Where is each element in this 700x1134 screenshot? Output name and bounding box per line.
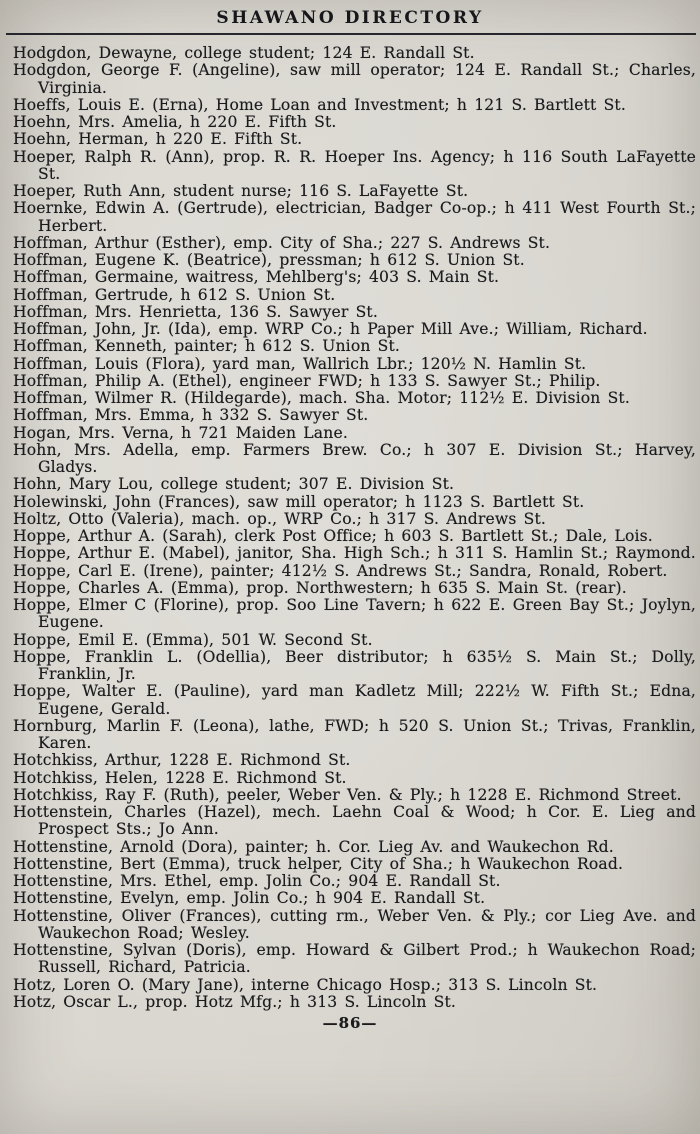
directory-entry: Hoppe, Elmer C (Florine), prop. Soo Line Tavern; h 622 E. Green Bay St.; Joylyn, Eugene.	[13, 596, 696, 632]
directory-entry: Holewinski, John (Frances), saw mill operator; h 1123 S. Bartlett St.	[13, 492, 585, 511]
directory-entry: Hogan, Mrs. Verna, h 721 Maiden Lane.	[13, 423, 348, 442]
directory-entry: Hoppe, Arthur E. (Mabel), janitor, Sha. High Sch.; h 311 S. Hamlin St.; Raymond.	[13, 544, 696, 563]
directory-entry: Hoffman, Louis (Flora), yard man, Wallrich Lbr.; 120½ N. Hamlin St.	[13, 354, 587, 373]
directory-entry: Hotchkiss, Helen, 1228 E. Richmond St.	[13, 768, 347, 787]
directory-entry: Hoffman, Philip A. (Ethel), engineer FWD; h 133 S. Sawyer St.; Philip.	[13, 371, 601, 390]
directory-entry: Holtz, Otto (Valeria), mach. op., WRP Co.; h 317 S. Andrews St.	[13, 509, 547, 528]
directory-entry: Hoehn, Mrs. Amelia, h 220 E. Fifth St.	[13, 113, 337, 131]
directory-entry: Hoeper, Ruth Ann, student nurse; 116 S. LaFayette St.	[13, 182, 469, 200]
directory-entry: Hodgdon, George F. (Angeline), saw mill operator; 124 E. Randall St.; Charles, Virginia.	[13, 61, 696, 97]
directory-entry: Hoffman, Kenneth, painter; h 612 S. Union St.	[13, 337, 401, 356]
directory-entry: Hoffman, Wilmer R. (Hildegarde), mach. Sha. Motor; 112½ E. Division St.	[13, 389, 630, 407]
directory-entry: Hodgdon, Dewayne, college student; 124 E. Randall St.	[13, 44, 475, 62]
directory-entry: Hoffman, John, Jr. (Ida), emp. WRP Co.; h Paper Mill Ave.; William, Richard.	[13, 320, 648, 338]
directory-entry: Hoffman, Germaine, waitress, Mehlberg's; 403 S. Main St.	[13, 268, 500, 287]
directory-entry: Hotchkiss, Arthur, 1228 E. Richmond St.	[13, 751, 351, 770]
directory-entry: Hoppe, Arthur A. (Sarah), clerk Post Office; h 603 S. Bartlett St.; Dale, Lois.	[13, 527, 653, 545]
directory-entry: Hottenstine, Arnold (Dora), painter; h. Cor. Lieg Av. and Waukechon Rd.	[13, 837, 614, 856]
directory-entry: Hotz, Oscar L., prop. Hotz Mfg.; h 313 S. Lincoln St.	[13, 992, 456, 1011]
directory-entry: Hoeffs, Louis E. (Erna), Home Loan and Investment; h 121 S. Bartlett St.	[13, 95, 626, 114]
entry-list	[0, 35, 700, 1011]
directory-entry: Hoppe, Franklin L. (Odellia), Beer distributor; h 635½ S. Main St.; Dolly, Franklin, Jr.	[13, 647, 696, 683]
directory-entry: Hoffman, Gertrude, h 612 S. Union St.	[13, 285, 336, 304]
directory-entry: Hottenstine, Sylvan (Doris), emp. Howard & Gilbert Prod.; h Waukechon Road; Russell, Richard, Patricia.	[13, 941, 696, 977]
directory-entry: Hohn, Mrs. Adella, emp. Farmers Brew. Co.; h 307 E. Division St.; Harvey, Gladys.	[13, 440, 696, 476]
directory-entry: Hottenstein, Charles (Hazel), mech. Laehn Coal & Wood; h Cor. E. Lieg and Prospect Sts.; Jo Ann.	[13, 803, 696, 839]
directory-entry: Hohn, Mary Lou, college student; 307 E. Division St.	[13, 475, 455, 494]
directory-entry: Hoehn, Herman, h 220 E. Fifth St.	[13, 130, 303, 149]
directory-entry: Hottenstine, Evelyn, emp. Jolin Co.; h 904 E. Randall St.	[13, 889, 486, 908]
directory-entry: Hoernke, Edwin A. (Gertrude), electrician, Badger Co-op.; h 411 West Fourth St.; Herbert.	[13, 199, 696, 235]
directory-entry: Hoppe, Carl E. (Irene), painter; 412½ S. Andrews St.; Sandra, Ronald, Robert.	[13, 561, 668, 580]
directory-entry: Hoppe, Emil E. (Emma), 501 W. Second St.	[13, 630, 373, 649]
directory-entry: Hoffman, Arthur (Esther), emp. City of Sha.; 227 S. Andrews St.	[13, 233, 551, 252]
directory-entry: Hoffman, Eugene K. (Beatrice), pressman; h 612 S. Union St.	[13, 251, 525, 269]
directory-entry: Hotz, Loren O. (Mary Jane), interne Chicago Hosp.; 313 S. Lincoln St.	[13, 975, 598, 994]
directory-entry: Hornburg, Marlin F. (Leona), lathe, FWD; h 520 S. Union St.; Trivas, Franklin, Karen.	[13, 716, 696, 752]
directory-entry: Hoppe, Walter E. (Pauline), yard man Kadletz Mill; 222½ W. Fifth St.; Edna, Eugene, Gerald.	[13, 682, 696, 718]
page-title: SHAWANO DIRECTORY	[216, 8, 484, 28]
directory-entry: Hoffman, Mrs. Emma, h 332 S. Sawyer St.	[13, 406, 369, 425]
directory-entry: Hottenstine, Mrs. Ethel, emp. Jolin Co.; 904 E. Randall St.	[13, 872, 501, 890]
directory-entry: Hottenstine, Bert (Emma), truck helper, City of Sha.; h Waukechon Road.	[13, 854, 624, 873]
directory-entry: Hoppe, Charles A. (Emma), prop. Northwestern; h 635 S. Main St. (rear).	[13, 578, 627, 597]
directory-entry: Hottenstine, Oliver (Frances), cutting rm., Weber Ven. & Ply.; cor Lieg Ave. and Waukechon Road; Wesley.	[13, 906, 696, 942]
directory-entry: Hoeper, Ralph R. (Ann), prop. R. R. Hoeper Ins. Agency; h 116 South LaFayette St.	[13, 147, 696, 183]
directory-entry: Hoffman, Mrs. Henrietta, 136 S. Sawyer St.	[13, 302, 378, 321]
page-number: —86—	[322, 1014, 378, 1032]
directory-entry: Hotchkiss, Ray F. (Ruth), peeler, Weber Ven. & Ply.; h 1228 E. Richmond Street.	[13, 785, 682, 804]
